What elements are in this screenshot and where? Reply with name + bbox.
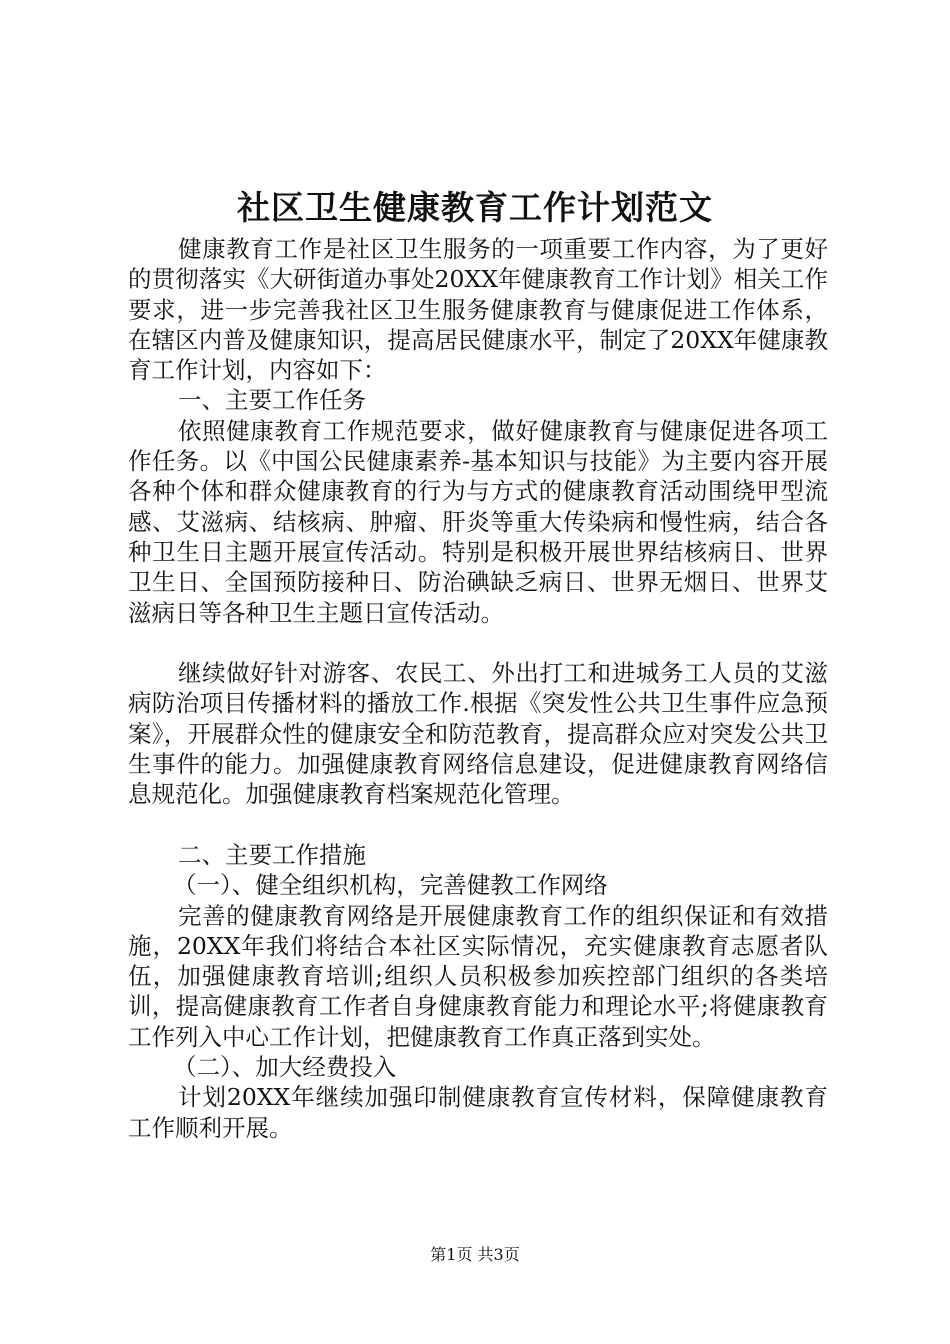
organization-paragraph: 完善的健康教育网络是开展健康教育工作的组织保证和有效措施，20XX年我们将结合本社区实际情况，充实健康教育志愿者队伍，加强健康教育培训;组织人员积极参加疾控部门组织的各类培训，提高健康教育工作者自身健康教育能力和理论水平;将健康教育工作列入中心工作计划，把健康教育工作真正落到实处。 <box>128 901 828 1051</box>
aids-prevention-paragraph: 继续做好针对游客、农民工、外出打工和进城务工人员的艾滋病防治项目传播材料的播放工作.根据《突发性公共卫生事件应急预案》，开展群众性的健康安全和防范教育，提高群众应对突发公共卫生事件的能力。加强健康教育网络信息建设，促进健康教育网络信息规范化。加强健康教育档案规范化管理。 <box>128 659 828 809</box>
subsection-heading-funding: （二）、加大经费投入 <box>173 1053 397 1082</box>
section-heading-tasks: 一、主要工作任务 <box>178 386 366 415</box>
subsection-heading-organization: （一）、健全组织机构，完善健教工作网络 <box>173 871 608 900</box>
document-body <box>128 234 828 1143</box>
paragraph-spacer <box>128 628 828 658</box>
intro-paragraph: 健康教育工作是社区卫生服务的一项重要工作内容，为了更好的贯彻落实《大研街道办事处20XX年健康教育工作计划》相关工作要求，进一步完善我社区卫生服务健康教育与健康促进工作体系，在辖区内普及健康知识，提高居民健康水平，制定了20XX年健康教育工作计划，内容如下： <box>128 235 828 385</box>
paragraph-spacer <box>128 810 828 840</box>
document-title: 社区卫生健康教育工作计划范文 <box>237 188 713 227</box>
funding-paragraph: 计划20XX年继续加强印制健康教育宣传材料，保障健康教育工作顺利开展。 <box>128 1083 828 1142</box>
tasks-paragraph: 依照健康教育工作规范要求，做好健康教育与健康促进各项工作任务。以《中国公民健康素养-基本知识与技能》为主要内容开展各种个体和群众健康教育的行为与方式的健康教育活动围绕甲型流感、艾滋病、结核病、肿瘤、肝炎等重大传染病和慢性病，结合各种卫生日主题开展宣传活动。特别是积极开展世界结核病日、世界卫生日、全国预防接种日、防治碘缺乏病日、世界无烟日、世界艾滋病日等各种卫生主题日宣传活动。 <box>128 416 828 627</box>
section-heading-measures: 二、主要工作措施 <box>178 840 366 869</box>
page-number-footer: 第1页 共3页 <box>430 1245 520 1264</box>
